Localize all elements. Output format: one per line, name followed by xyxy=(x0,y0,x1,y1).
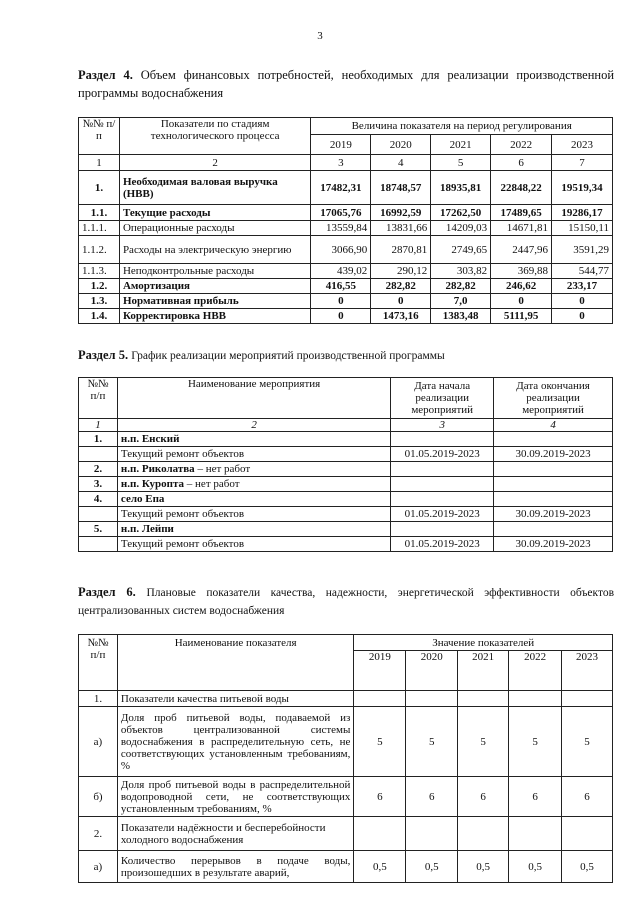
s4-row-value: 2447,96 xyxy=(491,236,552,264)
s6-row-name: Показатели качества питьевой воды xyxy=(117,691,353,707)
s4-colnum: 3 xyxy=(311,155,371,171)
s6-header-name: Наименование показателя xyxy=(117,635,353,691)
s5-row-name xyxy=(117,462,390,477)
s6-row-value xyxy=(509,691,562,707)
s6-row-value: 0,5 xyxy=(406,851,458,883)
s4-row-name: Амортизация xyxy=(119,279,310,294)
s4-year: 2019 xyxy=(311,135,371,155)
s4-row-value: 14209,03 xyxy=(431,221,491,236)
s4-row-value: 18748,57 xyxy=(371,171,431,205)
s6-row-value: 6 xyxy=(509,777,562,817)
s5-table-row xyxy=(79,447,613,462)
s5-table-row xyxy=(79,477,613,492)
s4-row-value: 282,82 xyxy=(431,279,491,294)
s4-header-num: №№ п/п xyxy=(79,118,120,155)
s5-table-row xyxy=(79,537,613,552)
s4-row-num: 1.1.2. xyxy=(79,236,120,264)
s5-colnum: 4 xyxy=(494,419,613,432)
section6-title-bold: Раздел 6. xyxy=(78,585,136,599)
s4-row-value: 416,55 xyxy=(311,279,371,294)
s5-row-end xyxy=(494,432,613,447)
s4-row-value: 16992,59 xyxy=(371,205,431,221)
s5-colnum-row xyxy=(79,419,613,432)
s4-colnum-row xyxy=(79,155,613,171)
s5-colnum: 1 xyxy=(79,419,118,432)
s6-row-value xyxy=(406,691,458,707)
s4-table-row xyxy=(79,279,613,294)
s6-row-value: 5 xyxy=(509,707,562,777)
s4-colnum: 6 xyxy=(491,155,552,171)
s4-row-value: 0 xyxy=(491,294,552,309)
s4-table-row xyxy=(79,294,613,309)
s6-table-row xyxy=(79,851,613,883)
s5-row-end xyxy=(494,522,613,537)
s6-year: 2020 xyxy=(406,651,458,691)
s5-row-end: 30.09.2019-2023 xyxy=(494,447,613,462)
s4-table-row xyxy=(79,309,613,324)
section4-table xyxy=(78,117,613,324)
s4-row-value: 13831,66 xyxy=(371,221,431,236)
s4-table-row xyxy=(79,171,613,205)
s4-row-name: Операционные расходы xyxy=(119,221,310,236)
s4-year: 2020 xyxy=(371,135,431,155)
s4-row-value: 290,12 xyxy=(371,264,431,279)
s6-header-num: №№ п/п xyxy=(79,635,118,691)
s5-row-num xyxy=(79,537,118,552)
s4-row-value: 17482,31 xyxy=(311,171,371,205)
s5-table-row xyxy=(79,432,613,447)
s4-row-value: 15150,11 xyxy=(552,221,613,236)
s6-header-value: Значение показателей xyxy=(354,635,613,651)
s6-table-row xyxy=(79,817,613,851)
s4-row-value: 7,0 xyxy=(431,294,491,309)
s6-year: 2023 xyxy=(562,651,613,691)
s4-row-num: 1.1. xyxy=(79,205,120,221)
s4-colnum: 7 xyxy=(552,155,613,171)
s6-row-value: 6 xyxy=(458,777,509,817)
s5-row-name-rest: – нет работ xyxy=(184,478,240,490)
s6-year: 2021 xyxy=(458,651,509,691)
s6-row-value xyxy=(458,691,509,707)
s6-row-name: Доля проб питьевой воды, подаваемой из объектов централизованной системы водоснабжения в распределительную сеть, не соответствующих установленным требованиям, % xyxy=(117,707,353,777)
s6-row-value xyxy=(354,691,406,707)
s4-row-name: Нормативная прибыль xyxy=(119,294,310,309)
s5-row-name: Текущий ремонт объектов xyxy=(117,537,390,552)
section4-title xyxy=(78,66,614,102)
s5-row-num xyxy=(79,507,118,522)
s5-row-name xyxy=(117,477,390,492)
s4-row-name: Корректировка НВВ xyxy=(119,309,310,324)
s4-row-value: 2749,65 xyxy=(431,236,491,264)
s4-row-value: 17065,76 xyxy=(311,205,371,221)
s5-row-start xyxy=(391,432,494,447)
s4-row-value: 19286,17 xyxy=(552,205,613,221)
s6-row-value: 5 xyxy=(354,707,406,777)
s4-row-value: 0 xyxy=(311,294,371,309)
section5-title-rest: График реализации мероприятий производственной программы xyxy=(131,350,445,362)
s6-row-value: 6 xyxy=(562,777,613,817)
s4-row-value: 0 xyxy=(552,309,613,324)
s6-row-value xyxy=(354,817,406,851)
s4-row-num: 1.4. xyxy=(79,309,120,324)
s4-row-value: 17262,50 xyxy=(431,205,491,221)
s6-table-row xyxy=(79,777,613,817)
section4-title-line1: Объем финансовых потребностей, необходимых для реализации производственной xyxy=(140,68,615,82)
s4-row-value: 14671,81 xyxy=(491,221,552,236)
s4-row-value: 246,62 xyxy=(491,279,552,294)
s4-row-num: 1.1.3. xyxy=(79,264,120,279)
s4-row-name: Необходимая валовая выручка (НВВ) xyxy=(119,171,310,205)
s6-year: 2022 xyxy=(509,651,562,691)
page-number: 3 xyxy=(317,30,323,42)
s4-row-value: 544,77 xyxy=(552,264,613,279)
section4-title-line2: программы водоснабжения xyxy=(78,86,224,100)
s5-row-name-rest: – нет работ xyxy=(194,463,251,475)
section6-title-line2: централизованных систем водоснабжения xyxy=(78,605,285,617)
s5-row-name: Текущий ремонт объектов xyxy=(117,447,390,462)
s5-colnum: 2 xyxy=(117,419,390,432)
s6-row-value xyxy=(458,817,509,851)
s6-row-value: 0,5 xyxy=(458,851,509,883)
s4-row-value: 439,02 xyxy=(311,264,371,279)
s6-table-row xyxy=(79,707,613,777)
s5-row-num: 1. xyxy=(79,432,118,447)
section5-title-bold: Раздел 5. xyxy=(78,348,129,362)
s6-row-num: 1. xyxy=(79,691,118,707)
s6-row-value: 5 xyxy=(458,707,509,777)
s5-table-row xyxy=(79,492,613,507)
section5-title xyxy=(78,346,614,365)
s4-row-value: 282,82 xyxy=(371,279,431,294)
s4-header-period: Величина показателя на период регулирования xyxy=(311,118,613,135)
s4-table-row xyxy=(79,264,613,279)
s5-row-start xyxy=(391,477,494,492)
s6-row-value xyxy=(562,691,613,707)
s4-row-value: 17489,65 xyxy=(491,205,552,221)
s4-row-value: 303,82 xyxy=(431,264,491,279)
s4-row-num: 1.1.1. xyxy=(79,221,120,236)
s6-row-name: Доля проб питьевой воды в распределительной водопроводной сети, не соответствующих установленным требованиям, % xyxy=(117,777,353,817)
s4-row-value: 22848,22 xyxy=(491,171,552,205)
s6-row-value: 5 xyxy=(562,707,613,777)
s4-row-value: 3066,90 xyxy=(311,236,371,264)
s6-row-value: 0,5 xyxy=(509,851,562,883)
s4-table-row xyxy=(79,221,613,236)
s4-row-value: 0 xyxy=(311,309,371,324)
s4-colnum: 1 xyxy=(79,155,120,171)
s5-row-num xyxy=(79,447,118,462)
s4-row-value: 1383,48 xyxy=(431,309,491,324)
s5-row-num: 3. xyxy=(79,477,118,492)
s5-header-name: Наименование мероприятия xyxy=(117,378,390,419)
s6-row-value: 0,5 xyxy=(562,851,613,883)
s5-row-name-bold: н.п. Куропта xyxy=(120,478,185,490)
section4-title-bold: Раздел 4. xyxy=(78,68,133,82)
s5-header-num: №№ п/п xyxy=(79,378,118,419)
s5-row-end xyxy=(494,492,613,507)
s4-row-value: 19519,34 xyxy=(552,171,613,205)
s5-row-start xyxy=(391,522,494,537)
s4-year: 2023 xyxy=(552,135,613,155)
s4-header-indicator: Показатели по стадиям технологического процесса xyxy=(119,118,310,155)
s6-row-name: Количество перерывов в подаче воды, произошедших в результате аварий, xyxy=(117,851,353,883)
s5-row-name: село Епа xyxy=(117,492,390,507)
s5-row-start: 01.05.2019-2023 xyxy=(391,537,494,552)
s4-row-value: 5111,95 xyxy=(491,309,552,324)
s5-header-start: Дата начала реализации мероприятий xyxy=(391,378,494,419)
s4-row-value: 0 xyxy=(371,294,431,309)
s4-row-value: 1473,16 xyxy=(371,309,431,324)
s5-row-end: 30.09.2019-2023 xyxy=(494,537,613,552)
s4-row-name: Неподконтрольные расходы xyxy=(119,264,310,279)
s4-row-value: 13559,84 xyxy=(311,221,371,236)
section6-title-line1: Плановые показатели качества, надежности, энергетической эффективности объектов xyxy=(146,587,615,599)
s6-row-num: 2. xyxy=(79,817,118,851)
s4-colnum: 2 xyxy=(119,155,310,171)
s6-row-name: Показатели надёжности и бесперебойности холодного водоснабжения xyxy=(117,817,353,851)
s5-row-name: н.п. Лейпи xyxy=(117,522,390,537)
s6-row-num: а) xyxy=(79,851,118,883)
s5-row-num: 2. xyxy=(79,462,118,477)
s5-row-num: 5. xyxy=(79,522,118,537)
s4-table-row xyxy=(79,205,613,221)
s4-row-value: 2870,81 xyxy=(371,236,431,264)
s4-row-num: 1. xyxy=(79,171,120,205)
s5-table-row xyxy=(79,507,613,522)
s5-row-start xyxy=(391,462,494,477)
s5-row-start xyxy=(391,492,494,507)
section6-table xyxy=(78,634,613,883)
s6-table-row xyxy=(79,691,613,707)
s4-row-num: 1.3. xyxy=(79,294,120,309)
s4-row-value: 233,17 xyxy=(552,279,613,294)
s4-table-row xyxy=(79,236,613,264)
section6-title xyxy=(78,583,614,620)
s4-row-value: 0 xyxy=(552,294,613,309)
s5-header-end: Дата окончания реализации мероприятий xyxy=(494,378,613,419)
s5-row-start: 01.05.2019-2023 xyxy=(391,507,494,522)
s5-table-row xyxy=(79,522,613,537)
s4-year: 2022 xyxy=(491,135,552,155)
s4-row-name: Текущие расходы xyxy=(119,205,310,221)
s5-table-row xyxy=(79,462,613,477)
s4-row-value: 369,88 xyxy=(491,264,552,279)
s5-row-end xyxy=(494,477,613,492)
s4-colnum: 4 xyxy=(371,155,431,171)
s5-row-end: 30.09.2019-2023 xyxy=(494,507,613,522)
s6-year: 2019 xyxy=(354,651,406,691)
s4-row-value: 3591,29 xyxy=(552,236,613,264)
s4-colnum: 5 xyxy=(431,155,491,171)
s4-year: 2021 xyxy=(431,135,491,155)
s5-row-num: 4. xyxy=(79,492,118,507)
s6-row-value: 6 xyxy=(354,777,406,817)
s6-row-num: б) xyxy=(79,777,118,817)
section5-table xyxy=(78,377,613,552)
s6-row-value: 0,5 xyxy=(354,851,406,883)
s6-row-value: 5 xyxy=(406,707,458,777)
s5-row-name: н.п. Енский xyxy=(117,432,390,447)
s6-row-value xyxy=(406,817,458,851)
s5-row-name: Текущий ремонт объектов xyxy=(117,507,390,522)
s6-row-value xyxy=(562,817,613,851)
s6-row-value xyxy=(509,817,562,851)
s5-row-end xyxy=(494,462,613,477)
s4-row-num: 1.2. xyxy=(79,279,120,294)
s5-row-name-bold: н.п. Риколатва xyxy=(120,463,195,475)
s6-row-num: а) xyxy=(79,707,118,777)
s5-row-start: 01.05.2019-2023 xyxy=(391,447,494,462)
s4-row-name: Расходы на электрическую энергию xyxy=(119,236,310,264)
s5-colnum: 3 xyxy=(391,419,494,432)
s4-row-value: 18935,81 xyxy=(431,171,491,205)
s6-row-value: 6 xyxy=(406,777,458,817)
